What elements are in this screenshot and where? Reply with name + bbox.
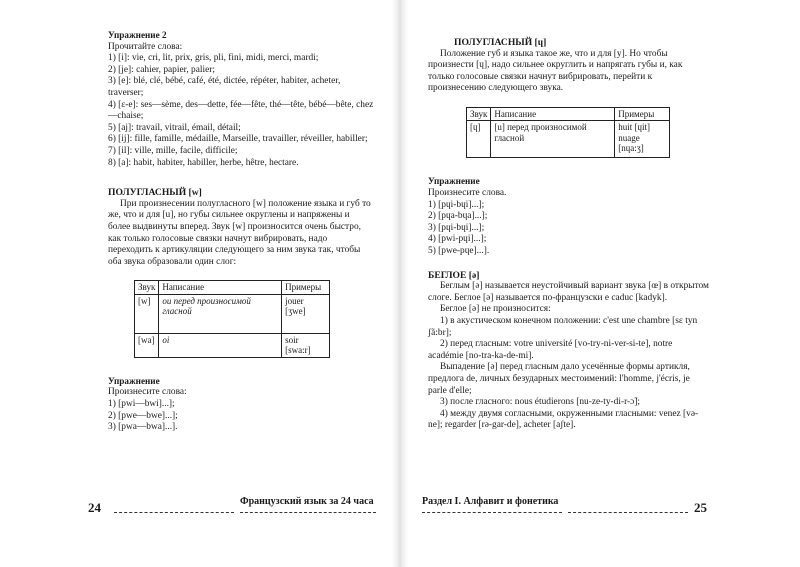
table-cell: jouer [ʒwe]	[282, 294, 330, 333]
section-intro-schwa: Беглое [ə] не произносится:	[440, 304, 551, 315]
section-title-w: ПОЛУГЛАСНЫЙ [w]	[108, 187, 202, 199]
table-cell: [u] перед произносимой гласной	[491, 121, 615, 158]
page-number: 24	[88, 500, 101, 515]
table-cell: oi	[159, 333, 282, 357]
exercise-intro: Произнесите слова:	[108, 387, 187, 398]
exercise-line: 1) [pwi—bwi]...];	[108, 398, 175, 409]
table-header: Звук	[135, 281, 159, 295]
exercise-2-intro: Прочитайте слова:	[108, 41, 183, 52]
exercise-line: 3) [pwa—bwa]...].	[108, 422, 178, 433]
rule-item: 3) после гласного: nous étudierons [nu-ze-ty-di-r-ɔ̃];	[440, 397, 641, 408]
exercise-line: 8) [a]: habit, habiter, habiller, herbe, hêtre, hectare.	[108, 157, 299, 168]
exercise-title: Упражнение	[108, 375, 160, 386]
table-cell: soir [swa:r]	[282, 333, 330, 357]
footer-rule	[240, 512, 376, 513]
running-footer: Французский язык за 24 часа	[240, 496, 374, 507]
section-title-schwa: БЕГЛОЕ [ə]	[428, 269, 480, 281]
exercise-line: 2) [je]: cahier, papier, palier;	[108, 64, 216, 75]
exercise-intro: Произнесите слова.	[428, 188, 507, 199]
footer-rule	[422, 512, 562, 513]
table-cell: ou перед произносимой гласной	[159, 294, 282, 333]
running-footer: Раздел I. Алфавит и фонетика	[422, 496, 559, 507]
phonetics-table-w	[134, 280, 330, 358]
exercise-line: 4) [ε-e]: ses—sème, des—dette, fée—fête, thé—tête, bébé—bête, chez—chaise;	[108, 99, 374, 122]
rule-item: Выпадение [ə] перед гласным дало усечённые формы артикля, предлога de, личных безударных местоимений: l'homme, j'écris, je parle d'elle;	[428, 362, 690, 396]
phonetics-table-u	[466, 107, 670, 159]
table-row	[135, 333, 330, 357]
left-column	[108, 30, 374, 434]
exercise-line: 5) [aj]: travail, vitrail, émail, détail;	[108, 122, 241, 133]
page-number: 25	[694, 500, 707, 515]
table-row	[467, 121, 670, 158]
table-cell: huit [ɥit] nuage [nɥa:ʒ]	[615, 121, 670, 158]
footer-rule	[114, 512, 234, 513]
exercise-line: 3) [e]: blé, clé, bébé, café, été, dictée, répéter, habiter, acheter, traverser;	[108, 76, 341, 98]
rule-item: 4) между двумя согласными, окруженными гласными: venez [və-ne]; regarder [rə-gar-de], acheter [aʃte].	[428, 408, 699, 431]
exercise-line: 4) [pwi-pɥi]...];	[428, 234, 487, 245]
exercise-line: 2) [pwe—bwe]...];	[108, 410, 178, 421]
exercise-line: 7) [il]: ville, mille, facile, difficile;	[108, 145, 238, 156]
table-header: Примеры	[282, 281, 330, 295]
exercise-line: 6) [ij]: fille, famille, médaille, Marseille, travailler, réveiller, habiller;	[108, 134, 368, 145]
table-header: Примеры	[615, 107, 670, 121]
section-text-w: При произнесении полугласного [w] положение языка и губ то же, что и для [u], но губы сильнее округлены и напряжены и более выдвинуты вперед. Звук [w] произносится очень быстро, как только голосовые связки начнут вибрировать, надо переходить к артикуляции следующего за ним звука так, чтобы оба звука образовали один слог:	[108, 198, 371, 267]
table-row	[135, 294, 330, 333]
rule-item: 2) перед гласным: votre université [vo-try-ni-ver-si-te], notre académie [no-tra-ka-de-mi].	[428, 339, 673, 361]
exercise-line: 1) [i]: vie, cri, lit, prix, gris, pli, fini, midi, merci, mardi;	[108, 53, 319, 64]
section-title-u: ПОЛУГЛАСНЫЙ [ɥ]	[454, 37, 547, 48]
exercise-line: 5) [pwe-pɥe]...].	[428, 246, 490, 257]
exercise-line: 3) [pɥi-bɥi]...];	[428, 222, 485, 233]
exercise-2-title: Упражнение 2	[108, 30, 167, 40]
rule-item: 1) в акустическом конечном положении: c'est une chambre [sε tyn ʃã:br];	[428, 316, 698, 338]
section-text-u: Положение губ и языка такое же, что и для [y]. Но чтобы произнести [ɥ], надо сильнее округлить и напрягать губы и, как только голосовые связки начнут вибрировать, перейти к произнесению следующего звука.	[428, 48, 683, 94]
table-header: Написание	[491, 107, 615, 121]
table-cell: [wa]	[135, 333, 159, 357]
right-page	[400, 0, 800, 567]
table-header: Написание	[159, 281, 282, 295]
exercise-title: Упражнение	[428, 176, 480, 187]
table-header: Звук	[467, 107, 491, 121]
section-text-schwa: Беглым [ə] называется неустойчивый вариант звука [œ] в открытом слоге. Беглое [ə] называется по-французски e caduc [kadyk].	[428, 281, 709, 303]
exercise-line: 1) [pɥi-bɥi]...];	[428, 199, 485, 210]
table-cell: [w]	[135, 294, 159, 333]
exercise-line: 2) [pɥa-bɥa]...];	[428, 211, 488, 222]
right-column	[428, 37, 710, 432]
footer-rule	[568, 512, 688, 513]
table-cell: [ɥ]	[467, 121, 491, 158]
